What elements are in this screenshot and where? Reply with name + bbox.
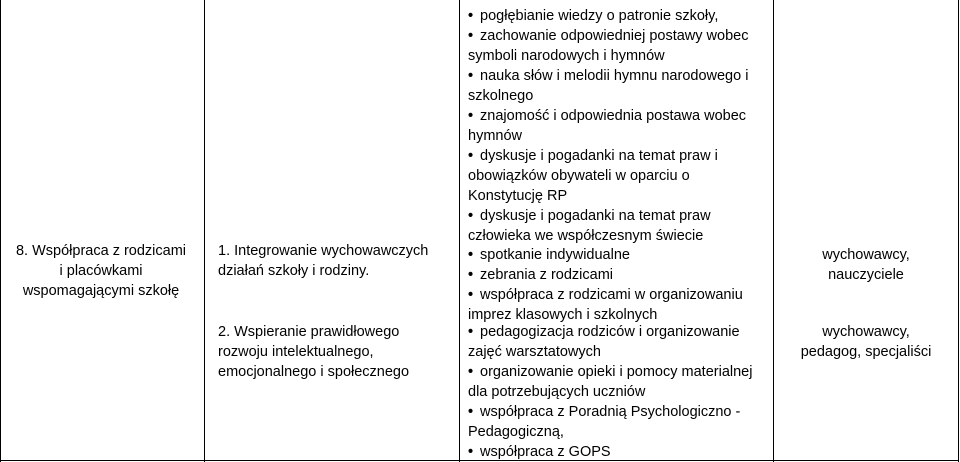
list-item (468, 146, 773, 206)
list-item-line: obowiązków obywateli w oparciu o (468, 168, 690, 184)
table-border-col1 (204, 0, 205, 462)
responsible-line: wychowawcy, (822, 324, 910, 340)
task-line: 1. Integrowanie wychowawczych (218, 243, 429, 259)
list-item-text: zebrania z rodzicami (476, 267, 613, 283)
task-line: emocjonalnego i społecznego (218, 364, 410, 380)
list-item-line: Pedagogiczną, (468, 424, 564, 440)
bullet-icon: • (468, 267, 474, 283)
list-item-text: współpraca z rodzicami w organizowaniu (476, 287, 743, 303)
section-title-line: i placówkami (59, 263, 143, 279)
responsible-2 (773, 322, 959, 362)
list-item-text: znajomość i odpowiednia postawa wobec (476, 108, 747, 124)
section-title-line: 8. Współpraca z rodzicami (15, 243, 187, 259)
responsible-line: nauczyciele (828, 267, 904, 283)
list-item-line: Konstytucję RP (468, 188, 568, 204)
bullet-icon: • (468, 287, 474, 303)
list-item-line: człowieka we współczesnym świecie (468, 228, 704, 244)
list-item (468, 66, 773, 106)
list-item-line (468, 66, 773, 86)
list-item (468, 285, 773, 325)
bullet-icon: • (468, 8, 474, 24)
activities-list-top (468, 6, 773, 246)
list-item (468, 402, 773, 442)
bullet-icon: • (468, 28, 474, 44)
activities-list-bottom (468, 322, 773, 462)
list-item-line: szkolnego (468, 88, 534, 104)
list-item-line: symboli narodowych i hymnów (468, 48, 665, 64)
bullet-icon: • (468, 247, 474, 263)
list-item-text: organizowanie opieki i pomocy materialnej (476, 364, 753, 380)
table-border-right (958, 0, 959, 462)
list-item (468, 245, 773, 265)
bullet-icon: • (468, 68, 474, 84)
list-item-line (468, 106, 773, 126)
list-item (468, 265, 773, 285)
table-border-col3 (773, 0, 774, 462)
bullet-icon: • (468, 364, 474, 380)
bullet-icon: • (468, 444, 474, 460)
task-1 (218, 241, 450, 281)
list-item-text: współpraca z GOPS (476, 444, 611, 460)
list-item-line (468, 146, 773, 166)
bullet-icon: • (468, 148, 474, 164)
task-line: 2. Wspieranie prawidłowego (218, 324, 400, 340)
list-item-text: spotkanie indywidualne (476, 247, 630, 263)
list-item-line: zajęć warsztatowych (468, 344, 601, 360)
list-item-line (468, 285, 773, 305)
section-title (2, 241, 200, 301)
list-item-text: nauka słów i melodii hymnu narodowego i (476, 68, 749, 84)
list-item-text: dyskusje i pogadanki na temat praw i (476, 148, 718, 164)
list-item (468, 362, 773, 402)
responsible-line: wychowawcy, (822, 247, 910, 263)
table-border-left (0, 0, 1, 462)
list-item-text: pogłębianie wiedzy o patronie szkoły, (476, 8, 719, 24)
list-item-line (468, 362, 773, 382)
list-item (468, 206, 773, 246)
list-item (468, 442, 773, 462)
bullet-icon: • (468, 208, 474, 224)
list-item-line: imprez klasowych i szkolnych (468, 307, 658, 323)
task-line: działań szkoły i rodziny. (218, 263, 370, 279)
task-line: rozwoju intelektualnego, (218, 344, 374, 360)
list-item-text: pedagogizacja rodziców i organizowanie (476, 324, 740, 340)
list-item-line (468, 402, 773, 422)
list-item-line (468, 245, 773, 265)
responsible-line: pedagog, specjaliści (800, 344, 932, 360)
list-item-text: dyskusje i pogadanki na temat praw (476, 208, 711, 224)
list-item-line (468, 322, 773, 342)
list-item-text: zachowanie odpowiedniej postawy wobec (476, 28, 749, 44)
list-item-line (468, 26, 773, 46)
table-border-col2 (459, 0, 460, 462)
list-item (468, 6, 773, 26)
bullet-icon: • (468, 324, 474, 340)
section-title-line: wspomagającymi szkołę (22, 283, 180, 299)
responsible-1 (773, 245, 959, 285)
list-item-line: dla potrzebujących uczniów (468, 384, 646, 400)
bullet-icon: • (468, 404, 474, 420)
bullet-icon: • (468, 108, 474, 124)
list-item-line (468, 6, 773, 26)
list-item (468, 106, 773, 146)
list-item-line (468, 265, 773, 285)
list-item-line (468, 206, 773, 226)
list-item (468, 322, 773, 362)
list-item (468, 26, 773, 66)
list-item-line (468, 442, 773, 462)
task-2 (218, 322, 450, 382)
activities-list-mid (468, 245, 773, 325)
list-item-text: współpraca z Poradnią Psychologiczno - (476, 404, 741, 420)
list-item-line: hymnów (468, 128, 522, 144)
